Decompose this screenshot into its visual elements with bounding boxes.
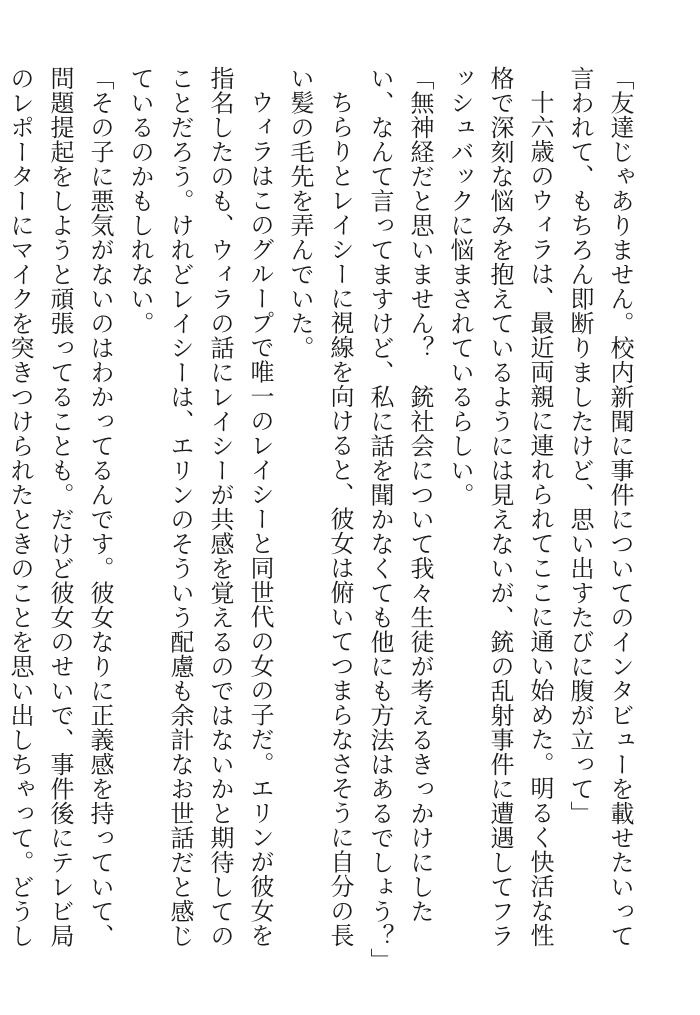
paragraph-5: ウィラはこのグループで唯一のレイシーと同世代の女の子だ。エリンが彼女を指名したのも、ウィラの話にレイシーが共感を覚えるのではないかと期待してのことだろう。けれどレイシーは、エリンのそういう配慮も余計なお世話だと感じているのかもしれない。 [126, 66, 274, 948]
paragraph-6: 「その子に悪気がないのはわかってるんです。彼女なりに正義感を持っていて、問題提起をしようと頑張ってることも。だけど彼女のせいで、事件後にテレビ局のレポーターにマイクを突きつけられたときのことを思い出しちゃって。どうし [6, 66, 114, 948]
paragraph-2: 十六歳のウィラは、最近両親に連れられてここに通い始めた。明るく快活な性格で深刻な悩みを抱えているようには見えないが、銃の乱射事件に遭遇してフラッシュバックに悩まされているらしい。 [446, 66, 554, 948]
paragraph-1: 「友達じゃありません。校内新聞に事件についてのインタビューを載せたいって言われて、もちろん即断りましたけど、思い出すたびに腹が立って」 [566, 66, 634, 948]
paragraph-3: 「無神経だと思いません？ 銃社会について我々生徒が考えるきっかけにしたい、なんて言ってますけど、私に話を聞かなくても他にも方法はあるでしょう？」 [366, 66, 434, 973]
vertical-text-body [6, 66, 640, 973]
paragraph-4: ちらりとレイシーに視線を向けると、彼女は俯いてつまらなさそうに自分の長い髪の毛先を弄んでいた。 [286, 66, 354, 948]
